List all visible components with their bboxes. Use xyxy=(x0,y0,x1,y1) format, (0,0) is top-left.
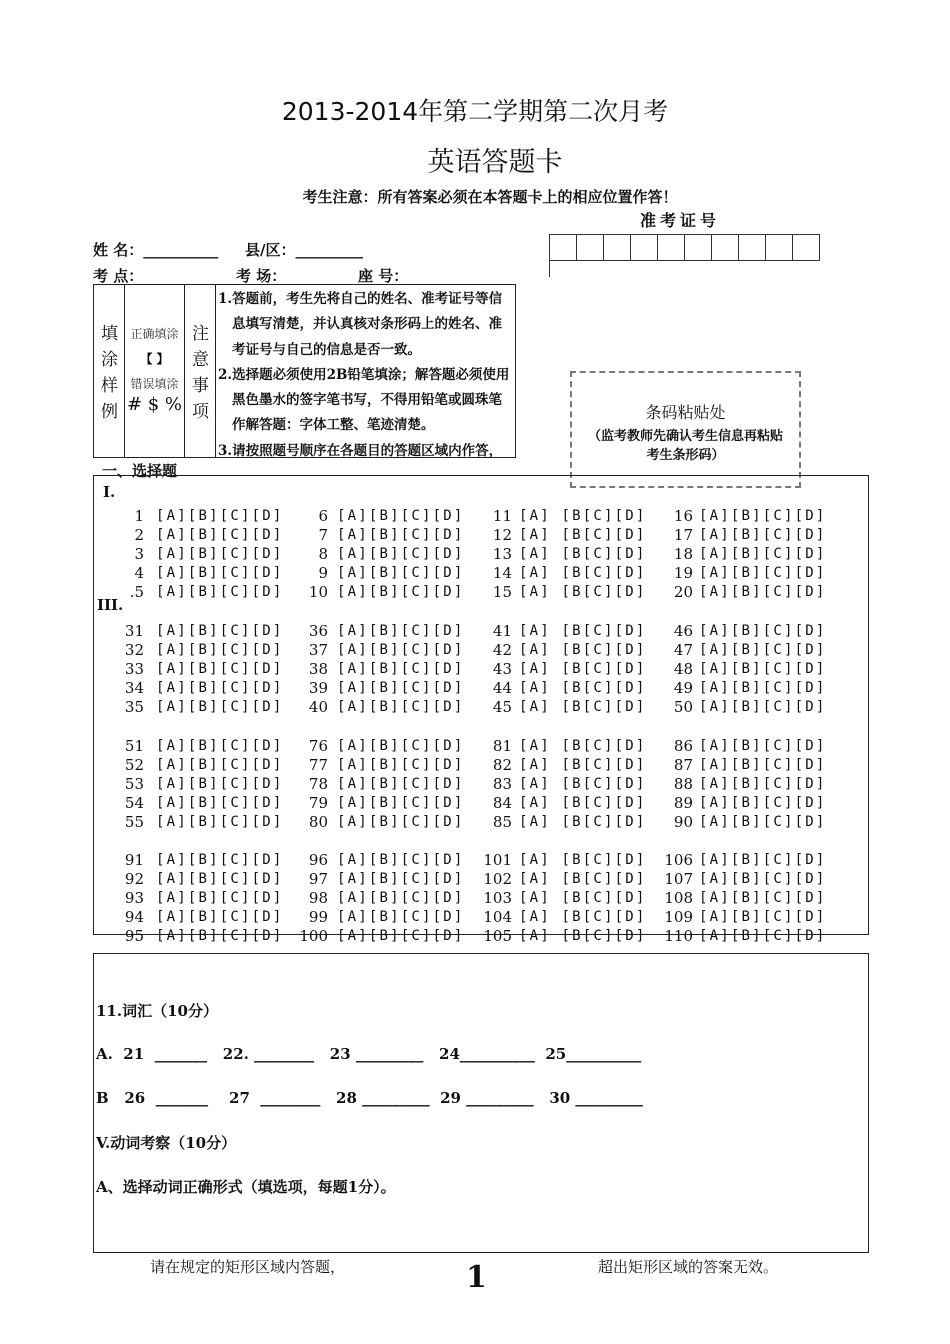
answer-options[interactable]: [A][B][C][D] xyxy=(337,680,465,696)
id-digit-cell[interactable] xyxy=(631,235,658,261)
question-number: 50 xyxy=(673,698,693,716)
question-number: 3 xyxy=(134,545,144,563)
question-number: 92 xyxy=(124,870,144,888)
id-digit-cell[interactable] xyxy=(658,235,685,261)
answer-options[interactable]: [A] [B[C][D] xyxy=(519,623,647,639)
barcode-area xyxy=(570,371,801,488)
question-number: 7 xyxy=(318,526,328,544)
id-digit-cell[interactable] xyxy=(549,235,577,261)
answer-options[interactable]: [A][B][C][D] xyxy=(699,546,827,562)
question-number: 42 xyxy=(492,641,512,659)
question-number: 108 xyxy=(664,889,693,907)
question-number: 55 xyxy=(124,813,144,831)
id-digit-cell[interactable] xyxy=(712,235,739,261)
correct-fill-mark: 【 】 xyxy=(140,352,169,366)
question-number: 84 xyxy=(492,794,512,812)
question-number: 2 xyxy=(134,526,144,544)
admission-number-label: 准考证号 xyxy=(640,211,721,230)
question-number: 15 xyxy=(492,583,512,601)
fill-sample-column xyxy=(125,285,185,457)
question-number: 90 xyxy=(673,813,693,831)
question-number: 1 xyxy=(134,507,144,525)
question-number: 86 xyxy=(673,737,693,755)
answer-options[interactable]: [A][B][C][D] xyxy=(699,776,827,792)
answer-options[interactable]: [A][B][C][D] xyxy=(156,776,284,792)
question-number: 46 xyxy=(673,622,693,640)
answer-options[interactable]: [A][B][C][D] xyxy=(156,699,284,715)
question-number: 97 xyxy=(308,870,328,888)
answer-options[interactable]: [A][B][C][D] xyxy=(699,527,827,543)
question-number: 32 xyxy=(124,641,144,659)
answer-options[interactable]: [A][B][C][D] xyxy=(156,661,284,677)
answer-options[interactable]: [A][B][C][D] xyxy=(699,508,827,524)
answer-options[interactable]: [A][B][C][D] xyxy=(337,928,465,944)
answer-options[interactable]: [A][B][C][D] xyxy=(156,890,284,906)
question-number: 102 xyxy=(483,870,512,888)
question-number: 10 xyxy=(308,583,328,601)
verb-instruction: A、选择动词正确形式（填选项，每题1分）。 xyxy=(96,1178,396,1196)
answer-options[interactable]: [A] [B[C][D] xyxy=(519,584,647,600)
wrong-fill-label: 错误填涂 xyxy=(130,377,179,391)
answer-options[interactable]: [A][B][C][D] xyxy=(156,871,284,887)
answer-options[interactable]: [A][B][C][D] xyxy=(156,565,284,581)
answer-options[interactable]: [A][B][C][D] xyxy=(337,871,465,887)
answer-options[interactable]: [A][B][C][D] xyxy=(337,776,465,792)
question-number: 89 xyxy=(673,794,693,812)
seat-number-field[interactable]: 座 号： xyxy=(358,267,409,285)
id-digit-cell[interactable] xyxy=(577,235,604,261)
question-number: 51 xyxy=(124,737,144,755)
question-number: 100 xyxy=(299,927,328,945)
county-field[interactable]: 县/区：_________ xyxy=(245,241,363,259)
correct-fill-label: 正确填涂 xyxy=(130,327,179,341)
question-number: 38 xyxy=(308,660,328,678)
question-number: 77 xyxy=(308,756,328,774)
answer-options[interactable]: [A][B][C][D] xyxy=(699,699,827,715)
question-number: 95 xyxy=(124,927,144,945)
question-number: 76 xyxy=(308,737,328,755)
answer-options[interactable]: [A][B][C][D] xyxy=(699,623,827,639)
part-label: I. xyxy=(103,483,116,501)
answer-options[interactable]: [A] [B[C][D] xyxy=(519,527,647,543)
question-number: 91 xyxy=(124,851,144,869)
verb-title: V.动词考察（10分） xyxy=(96,1134,237,1152)
answer-options[interactable]: [A] [B[C][D] xyxy=(519,928,647,944)
id-digit-cell[interactable] xyxy=(604,235,631,261)
question-number: 53 xyxy=(124,775,144,793)
question-number: 17 xyxy=(673,526,693,544)
rule-item: 2.选择题必须使用2B铅笔填涂；解答题必须使用黑色墨水的签字笔书写，不得用铅笔或圆珠笔作解答题：字体工整、笔迹清楚。 xyxy=(218,366,510,434)
answer-options[interactable]: [A][B][C][D] xyxy=(156,852,284,868)
answer-options[interactable]: [A] [B[C][D] xyxy=(519,814,647,830)
question-number: 19 xyxy=(673,564,693,582)
answer-options[interactable]: [A][B][C][D] xyxy=(337,757,465,773)
vocab-title: 11.词汇（10分） xyxy=(96,1002,218,1020)
question-number: 18 xyxy=(673,545,693,563)
question-number: 87 xyxy=(673,756,693,774)
answer-options[interactable]: [A] [B[C][D] xyxy=(519,565,647,581)
question-number: 48 xyxy=(673,660,693,678)
answer-options[interactable]: [A][B][C][D] xyxy=(699,565,827,581)
question-number: 109 xyxy=(664,908,693,926)
answer-options[interactable]: [A][B][C][D] xyxy=(156,928,284,944)
fill-example-label: 填涂样例 xyxy=(101,324,118,422)
id-digit-cell[interactable] xyxy=(739,235,766,261)
barcode-title: 条码粘贴处 xyxy=(645,403,726,422)
question-number: 49 xyxy=(673,679,693,697)
question-number: 33 xyxy=(124,660,144,678)
answer-options[interactable]: [A][B][C][D] xyxy=(156,623,284,639)
answer-options[interactable]: [A][B][C][D] xyxy=(337,642,465,658)
id-digit-cell[interactable] xyxy=(793,235,820,261)
question-number: 99 xyxy=(308,908,328,926)
answer-options[interactable]: [A][B][C][D] xyxy=(699,909,827,925)
answer-options[interactable]: [A][B][C][D] xyxy=(699,661,827,677)
candidate-notice: 考生注意：所有答案必须在本答题卡上的相应位置作答！ xyxy=(302,188,678,206)
card-title: 英语答题卡 xyxy=(427,147,563,178)
answer-options[interactable]: [A][B][C][D] xyxy=(156,680,284,696)
answer-options[interactable]: [A][B][C][D] xyxy=(156,508,284,524)
answer-options[interactable]: [A][B][C][D] xyxy=(337,890,465,906)
answer-options[interactable]: [A] [B[C][D] xyxy=(519,795,647,811)
answer-options[interactable]: [A][B][C][D] xyxy=(337,546,465,562)
answer-options[interactable]: [A][B][C][D] xyxy=(337,565,465,581)
answer-options[interactable]: [A][B][C][D] xyxy=(337,852,465,868)
answer-options[interactable]: [A][B][C][D] xyxy=(337,584,465,600)
answer-options[interactable]: [A][B][C][D] xyxy=(337,814,465,830)
question-number: 14 xyxy=(492,564,512,582)
answer-options[interactable]: [A][B][C][D] xyxy=(699,871,827,887)
question-number: 40 xyxy=(308,698,328,716)
question-number: 43 xyxy=(492,660,512,678)
question-number: 81 xyxy=(492,737,512,755)
question-number: 45 xyxy=(492,698,512,716)
answer-options[interactable]: [A][B][C][D] xyxy=(699,928,827,944)
answer-options[interactable]: [A][B][C][D] xyxy=(699,642,827,658)
question-number: 47 xyxy=(673,641,693,659)
exam-room-field[interactable]: 考 场： xyxy=(236,267,287,285)
answer-options[interactable]: [A] [B[C][D] xyxy=(519,680,647,696)
question-number: 4 xyxy=(134,564,144,582)
question-number: 36 xyxy=(308,622,328,640)
question-number: .5 xyxy=(129,583,144,601)
vocab-line-a[interactable]: A. 21 _______ 22. ________ 23 _________ 24__________ 25__________ xyxy=(96,1045,642,1063)
answer-options[interactable]: [A][B][C][D] xyxy=(337,527,465,543)
answer-options[interactable]: [A] [B[C][D] xyxy=(519,508,647,524)
question-number: 39 xyxy=(308,679,328,697)
answer-options[interactable]: [A][B][C][D] xyxy=(156,546,284,562)
answer-options[interactable]: [A][B][C][D] xyxy=(699,680,827,696)
answer-options[interactable]: [A] [B[C][D] xyxy=(519,776,647,792)
question-number: 88 xyxy=(673,775,693,793)
question-number: 105 xyxy=(483,927,512,945)
answer-options[interactable]: [A] [B[C][D] xyxy=(519,661,647,677)
question-number: 52 xyxy=(124,756,144,774)
question-number: 82 xyxy=(492,756,512,774)
rule-item: 1.答题前，考生先将自己的姓名、准考证号等信息填写清楚，并认真核对条形码上的姓名、准考证号与自己的信息是否一致。 xyxy=(218,291,503,358)
question-number: 94 xyxy=(124,908,144,926)
answer-options[interactable]: [A] [B[C][D] xyxy=(519,738,647,754)
answer-options[interactable]: [A][B][C][D] xyxy=(156,584,284,600)
answer-options[interactable]: [A][B][C][D] xyxy=(156,814,284,830)
written-answer-area xyxy=(93,953,869,1253)
question-number: 20 xyxy=(673,583,693,601)
answer-options[interactable]: [A][B][C][D] xyxy=(699,738,827,754)
answer-options[interactable]: [A][B][C][D] xyxy=(156,909,284,925)
question-number: 11 xyxy=(492,507,512,525)
question-number: 103 xyxy=(483,889,512,907)
question-number: 13 xyxy=(492,545,512,563)
answer-options[interactable]: [A][B][C][D] xyxy=(699,795,827,811)
exam-site-field[interactable]: 考 点： xyxy=(93,267,144,285)
id-digit-cell[interactable] xyxy=(685,235,712,261)
question-number: 96 xyxy=(308,851,328,869)
answer-options[interactable]: [A] [B[C][D] xyxy=(519,642,647,658)
barcode-instruction-2: 考生条形码） xyxy=(646,448,725,463)
answer-options[interactable]: [A] [B[C][D] xyxy=(519,909,647,925)
answer-options[interactable]: [A][B][C][D] xyxy=(337,909,465,925)
grid-divider xyxy=(549,260,550,277)
fill-example-column xyxy=(94,285,125,457)
answer-options[interactable]: [A][B][C][D] xyxy=(337,508,465,524)
question-number: 83 xyxy=(492,775,512,793)
answer-options[interactable]: [A] [B[C][D] xyxy=(519,757,647,773)
answer-options[interactable]: [A][B][C][D] xyxy=(156,757,284,773)
question-number: 85 xyxy=(492,813,512,831)
question-number: 35 xyxy=(124,698,144,716)
answer-options[interactable]: [A] [B[C][D] xyxy=(519,699,647,715)
question-number: 78 xyxy=(308,775,328,793)
barcode-instruction: （监考教师先确认考生信息再粘贴 xyxy=(587,429,783,444)
rule-item: 3.请按照题号顺序在各题目的答题区域内作答， xyxy=(218,442,503,459)
question-number: 104 xyxy=(483,908,512,926)
answer-options[interactable]: [A][B][C][D] xyxy=(156,527,284,543)
answer-options[interactable]: [A] [B[C][D] xyxy=(519,871,647,887)
answer-options[interactable]: [A][B][C][D] xyxy=(156,738,284,754)
question-number: 31 xyxy=(124,622,144,640)
part-label: III. xyxy=(97,596,124,614)
answer-options[interactable]: [A][B][C][D] xyxy=(156,642,284,658)
question-number: 93 xyxy=(124,889,144,907)
answer-options[interactable]: [A][B][C][D] xyxy=(699,852,827,868)
question-number: 110 xyxy=(664,927,693,945)
question-number: 8 xyxy=(318,545,328,563)
answer-options[interactable]: [A][B][C][D] xyxy=(337,623,465,639)
question-number: 107 xyxy=(664,870,693,888)
vocab-line-b[interactable]: B 26 _______ 27 ________ 28 _________ 29 _________ 30 _________ xyxy=(96,1089,643,1107)
question-number: 54 xyxy=(124,794,144,812)
id-digit-cell[interactable] xyxy=(766,235,793,261)
answer-options[interactable]: [A][B][C][D] xyxy=(337,738,465,754)
page-number: 1 xyxy=(466,1260,487,1295)
instructions-box xyxy=(93,284,516,458)
answer-options[interactable]: [A][B][C][D] xyxy=(699,757,827,773)
question-number: 44 xyxy=(492,679,512,697)
multiple-choice-area xyxy=(93,475,869,945)
question-number: 12 xyxy=(492,526,512,544)
question-number: 37 xyxy=(308,641,328,659)
exam-title: 2013-2014年第二学期第二次月考 xyxy=(281,97,669,126)
answer-options[interactable]: [A][B][C][D] xyxy=(699,814,827,830)
notes-label: 注意事项 xyxy=(192,324,209,422)
question-number: 101 xyxy=(483,851,512,869)
answer-options[interactable]: [A][B][C][D] xyxy=(699,584,827,600)
footer-left-note: 请在规定的矩形区域内答题， xyxy=(150,1258,346,1276)
answer-options[interactable]: [A][B][C][D] xyxy=(337,795,465,811)
notes-column xyxy=(185,285,216,457)
question-number: 106 xyxy=(664,851,693,869)
section-choice-title: 一、选择题 xyxy=(102,462,178,480)
answer-options[interactable]: [A] [B[C][D] xyxy=(519,546,647,562)
rules-list xyxy=(218,287,514,464)
question-number: 98 xyxy=(308,889,328,907)
answer-options[interactable]: [A][B][C][D] xyxy=(156,795,284,811)
question-number: 80 xyxy=(308,813,328,831)
answer-options[interactable]: [A][B][C][D] xyxy=(699,890,827,906)
answer-options[interactable]: [A] [B[C][D] xyxy=(519,890,647,906)
admission-number-grid[interactable] xyxy=(549,234,820,261)
question-number: 79 xyxy=(308,794,328,812)
name-field[interactable]: 姓 名：__________ xyxy=(93,241,219,259)
question-number: 9 xyxy=(318,564,328,582)
question-number: 34 xyxy=(124,679,144,697)
answer-options[interactable]: [A][B][C][D] xyxy=(337,661,465,677)
answer-options[interactable]: [A] [B[C][D] xyxy=(519,852,647,868)
answer-options[interactable]: [A][B][C][D] xyxy=(337,699,465,715)
question-number: 16 xyxy=(673,507,693,525)
footer-right-note: 超出矩形区域的答案无效。 xyxy=(598,1258,779,1276)
question-number: 41 xyxy=(492,622,512,640)
wrong-fill-marks: # $ % xyxy=(126,394,183,415)
question-number: 6 xyxy=(318,507,328,525)
